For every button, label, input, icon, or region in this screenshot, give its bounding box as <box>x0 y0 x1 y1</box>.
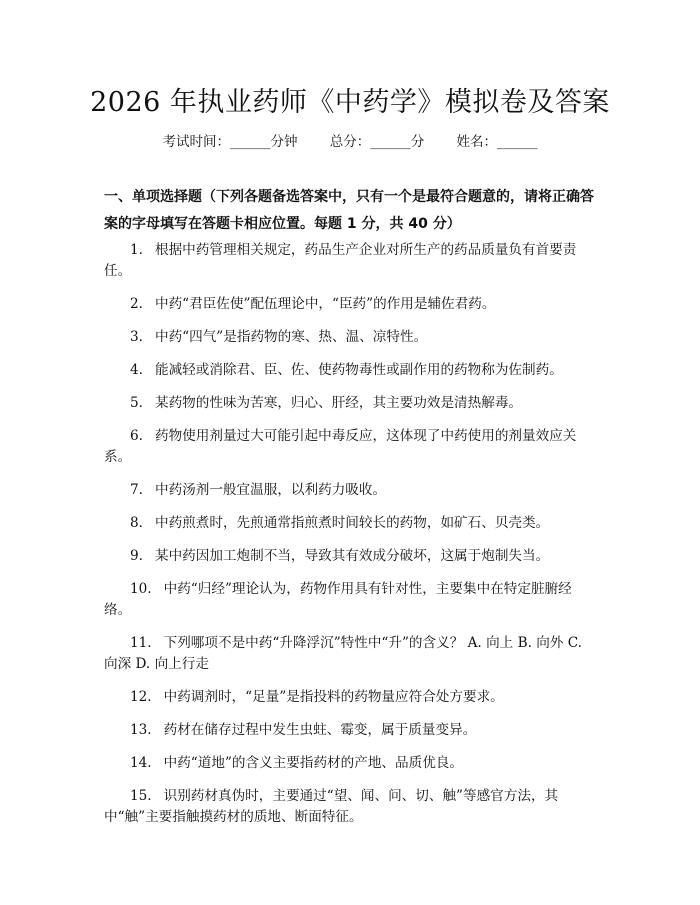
question-item <box>104 480 596 501</box>
exam-time-field: 考试时间：______分钟 <box>162 134 298 150</box>
question-number: 10. <box>130 581 152 597</box>
question-item <box>104 546 596 567</box>
question-number: 7. <box>130 482 143 498</box>
question-text: 中药调剂时，“足量”是指投料的药物量应符合处方要求。 <box>163 689 504 705</box>
question-text: 根据中药管理相关规定，药品生产企业对所生产的药品质量负有首要责任。 <box>104 242 577 279</box>
exam-meta <box>0 130 700 150</box>
question-text: 中药“君臣佐使”配伍理论中，“臣药”的作用是辅佐君药。 <box>154 296 496 312</box>
question-number: 8. <box>130 515 143 531</box>
question-list <box>104 240 596 840</box>
question-item <box>104 720 596 741</box>
question-number: 3. <box>130 329 143 345</box>
question-item <box>104 360 596 381</box>
question-item <box>104 426 596 468</box>
question-text: 能减轻或消除君、臣、佐、使药物毒性或副作用的药物称为佐制药。 <box>154 362 563 378</box>
question-text: 中药“归经”理论认为，药物作用具有针对性，主要集中在特定脏腑经络。 <box>104 581 572 618</box>
question-text: 中药煎煮时，先煎通常指煎煮时间较长的药物，如矿石、贝壳类。 <box>154 515 550 531</box>
question-text: 中药“道地”的含义主要指药材的产地、品质优良。 <box>163 755 463 771</box>
question-text: 下列哪项不是中药“升降浮沉”特性中“升”的含义？ A. 向上 B. 向外 C. 向深 D. 向上行走 <box>104 635 582 672</box>
question-number: 15. <box>130 788 152 804</box>
question-number: 11. <box>130 635 152 651</box>
section-heading: 一、单项选择题（下列各题备选答案中，只有一个是最符合题意的，请将正确答案的字母填写在答题卡相应位置。每题 1 分，共 40 分） <box>104 189 594 232</box>
question-item <box>104 633 596 675</box>
question-text: 药物使用剂量过大可能引起中毒反应，这体现了中药使用的剂量效应关系。 <box>104 428 577 465</box>
question-number: 9. <box>130 548 143 564</box>
question-item <box>104 240 596 282</box>
total-score-field: 总分：______分 <box>329 134 425 150</box>
question-text: 中药“四气”是指药物的寒、热、温、凉特性。 <box>154 329 428 345</box>
question-text: 药材在储存过程中发生虫蛀、霉变，属于质量变异。 <box>163 722 477 738</box>
student-name-field: 姓名：______ <box>456 134 538 150</box>
question-number: 12. <box>130 689 152 705</box>
question-text: 识别药材真伪时，主要通过“望、闻、问、切、触”等感官方法，其中“触”主要指触摸药材的质地、断面特征。 <box>104 788 559 825</box>
question-number: 13. <box>130 722 152 738</box>
question-number: 2. <box>130 296 143 312</box>
question-number: 14. <box>130 755 152 771</box>
question-item <box>104 393 596 414</box>
question-item <box>104 513 596 534</box>
question-item <box>104 327 596 348</box>
question-item <box>104 579 596 621</box>
question-number: 6. <box>130 428 143 444</box>
question-item <box>104 786 596 828</box>
page-title: 2026 年执业药师《中药学》模拟卷及答案 <box>90 87 610 118</box>
question-text: 某药物的性味为苦寒，归心、肝经，其主要功效是清热解毒。 <box>154 395 523 411</box>
question-item <box>104 294 596 315</box>
question-item <box>104 687 596 708</box>
question-text: 中药汤剂一般宜温服，以利药力吸收。 <box>154 482 387 498</box>
question-number: 5. <box>130 395 143 411</box>
question-number: 1. <box>130 242 143 258</box>
question-text: 某中药因加工炮制不当，导致其有效成分破坏，这属于炮制失当。 <box>154 548 550 564</box>
question-item <box>104 753 596 774</box>
question-number: 4. <box>130 362 143 378</box>
